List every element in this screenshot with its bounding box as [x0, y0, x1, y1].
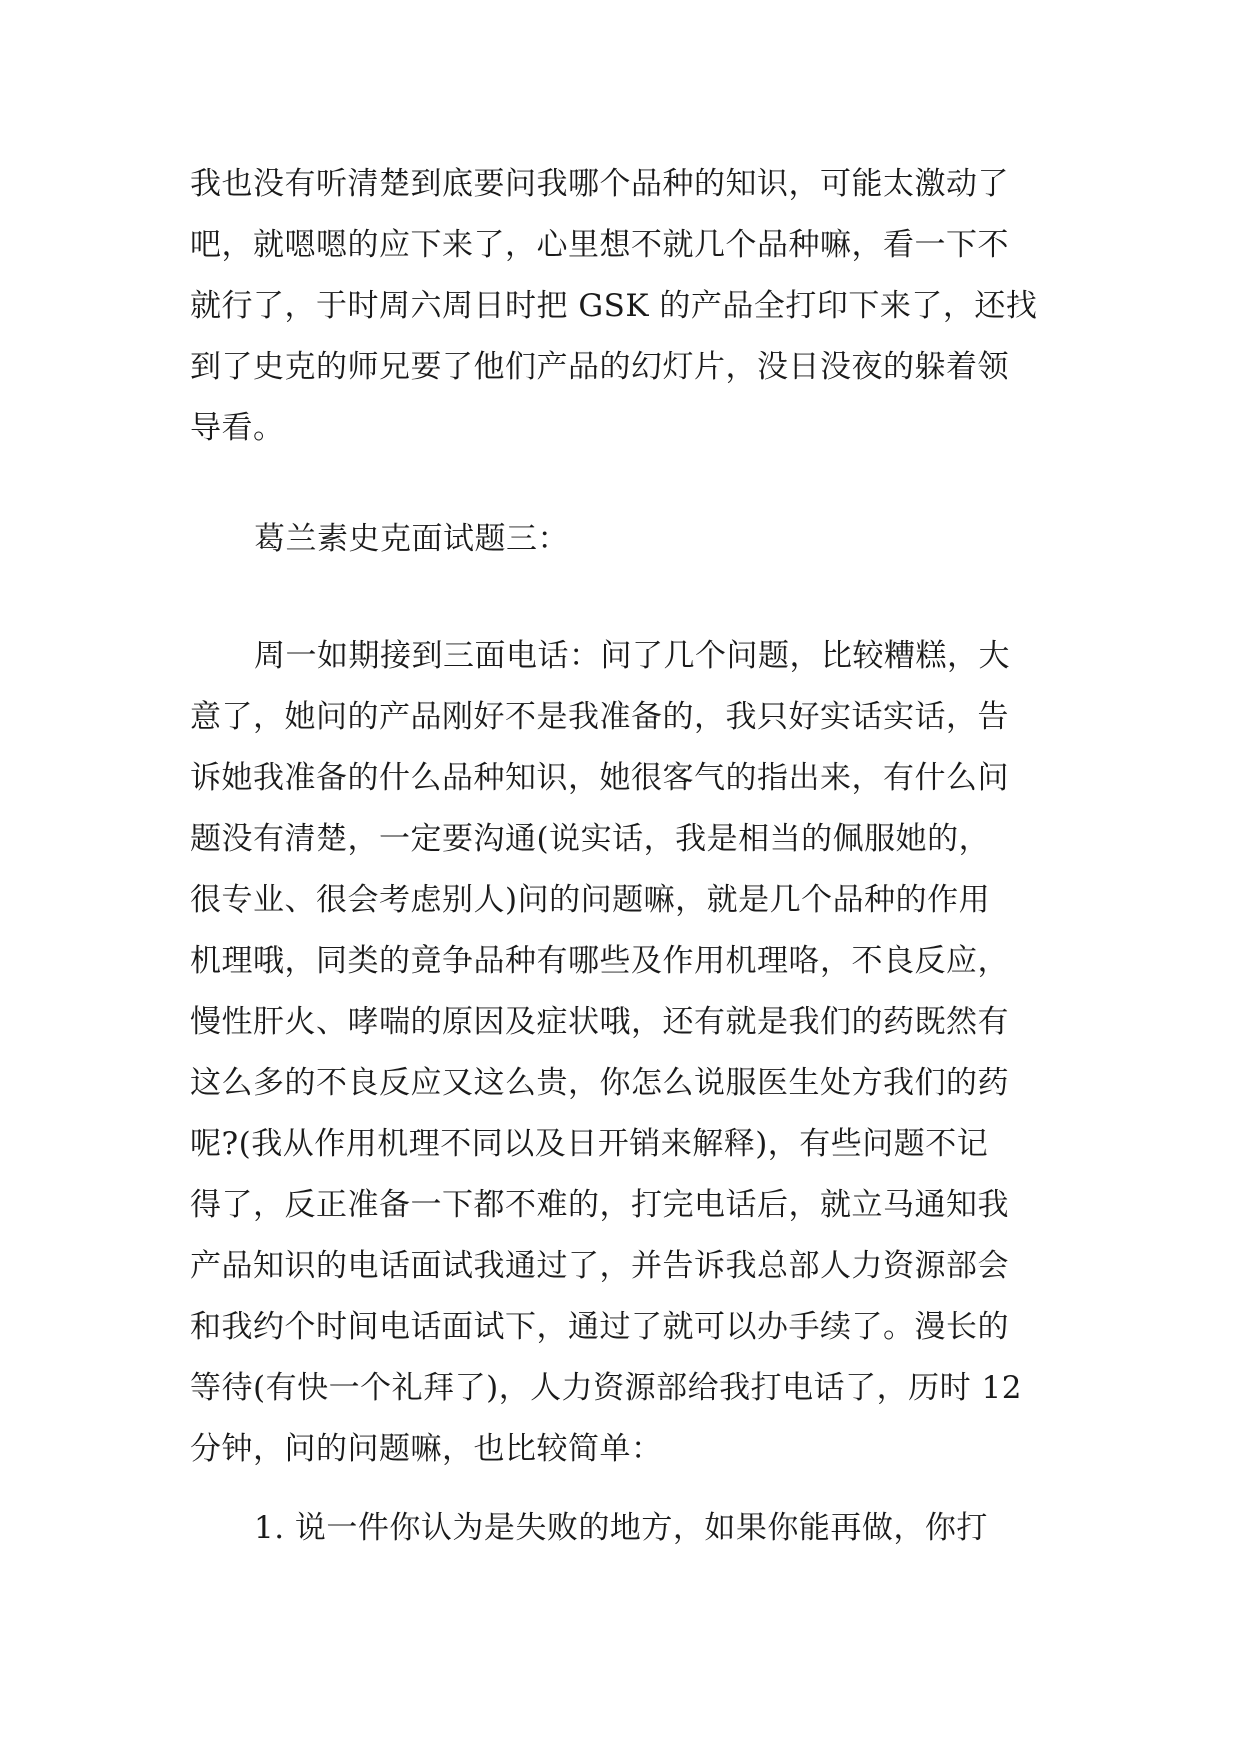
section-heading	[190, 509, 1070, 570]
text-line: 周一如期接到三面电话：问了几个问题，比较糟糕，大	[254, 638, 1010, 674]
text-line: 等待(有快一个礼拜了)，人力资源部给我打电话了，历时 12	[190, 1370, 1022, 1406]
text-line: 诉她我准备的什么品种知识，她很客气的指出来，有什么问	[190, 760, 1009, 796]
text-line: 吧，就嗯嗯的应下来了，心里想不就几个品种嘛，看一下不	[190, 227, 1009, 263]
text-line: 机理哦，同类的竟争品种有哪些及作用机理咯，不良反应，	[190, 943, 1009, 979]
text-line: 和我约个时间电话面试下，通过了就可以办手续了。漫长的	[190, 1309, 1009, 1345]
text-line: 题没有清楚，一定要沟通(说实话，我是相当的佩服她的，	[190, 821, 991, 857]
text-line: 慢性肝火、哮喘的原因及症状哦，还有就是我们的药既然有	[190, 1004, 1009, 1040]
list-item	[190, 1498, 1070, 1559]
text-line: 到了史克的师兄要了他们产品的幻灯片，没日没夜的躲着领	[190, 349, 1009, 385]
text-line: 就行了，于时周六周日时把 GSK 的产品全打印下来了，还找	[190, 288, 1038, 324]
text-line: 我也没有听清楚到底要问我哪个品种的知识，可能太激动了	[190, 166, 1009, 202]
text-line: 得了，反正准备一下都不难的，打完电话后，就立马通知我	[190, 1187, 1009, 1223]
text-line: 呢?(我从作用机理不同以及日开销来解释)，有些问题不记	[190, 1126, 989, 1162]
paragraph	[190, 626, 1070, 1480]
text-line: 导看。	[190, 410, 285, 446]
list-item-text: 1. 说一件你认为是失败的地方，如果你能再做，你打	[254, 1510, 988, 1546]
text-line: 意了，她问的产品刚好不是我准备的，我只好实话实话，告	[190, 699, 1009, 735]
text-line: 这么多的不良反应又这么贵，你怎么说服医生处方我们的药	[190, 1065, 1009, 1101]
heading-text: 葛兰素史克面试题三：	[254, 521, 569, 557]
text-line: 很专业、很会考虑别人)问的问题嘛，就是几个品种的作用	[190, 882, 991, 918]
text-line: 产品知识的电话面试我通过了，并告诉我总部人力资源部会	[190, 1248, 1009, 1284]
text-line: 分钟，问的问题嘛，也比较简单：	[190, 1431, 663, 1467]
paragraph	[190, 154, 1070, 459]
